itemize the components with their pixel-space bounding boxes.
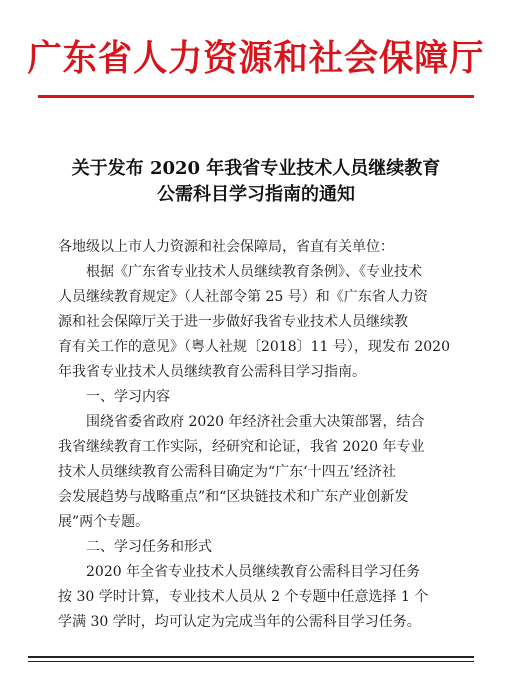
footer-rule-thin (28, 661, 474, 662)
section-1-line: 会发展趋势与战略重点”和“区块链技术和广东产业创新发 (58, 489, 409, 505)
section-1-line: 我省继续教育工作实际，经研究和论证，我省 2020 年专业 (58, 439, 425, 455)
section-2-line: 2020 年全省专业技术人员继续教育公需科目学习任务 (86, 564, 421, 580)
document-title-line-1: 关于发布 2020 年我省专业技术人员继续教育 (71, 158, 441, 179)
intro-line: 育有关工作的意见》（粤人社规〔2018〕11 号），现发布 2020 (58, 339, 450, 355)
section-2-heading: 二、学习任务和形式 (86, 539, 212, 555)
letterhead-red-rule (38, 95, 474, 98)
document-title-line-2: 公需科目学习指南的通知 (157, 184, 355, 205)
footer-rule-thick (28, 656, 474, 658)
section-1-line: 展”两个专题。 (58, 514, 150, 530)
section-1-line: 技术人员继续教育公需科目确定为“广东‘十四五’经济社 (58, 464, 397, 480)
section-1-heading: 一、学习内容 (86, 389, 170, 405)
recipients-line: 各地级以上市人力资源和社会保障局，省直有关单位： (58, 239, 394, 255)
intro-line: 源和社会保障厅关于进一步做好我省专业技术人员继续教 (58, 314, 408, 330)
section-2-line: 学满 30 学时，均可认定为完成当年的公需科目学习任务。 (58, 614, 421, 630)
section-2-line: 按 30 学时计算，专业技术人员从 2 个专题中任意选择 1 个 (58, 589, 429, 605)
organization-letterhead: 广东省人力资源和社会保障厅 (27, 37, 485, 79)
intro-line: 根据《广东省专业技术人员继续教育条例》、《专业技术 (86, 264, 422, 280)
section-1-line: 围绕省委省政府 2020 年经济社会重大决策部署，结合 (86, 414, 425, 430)
intro-line: 人员继续教育规定》（人社部令第 25 号）和《广东省人力资 (58, 289, 428, 305)
intro-line: 年我省专业技术人员继续教育公需科目学习指南。 (58, 364, 366, 380)
